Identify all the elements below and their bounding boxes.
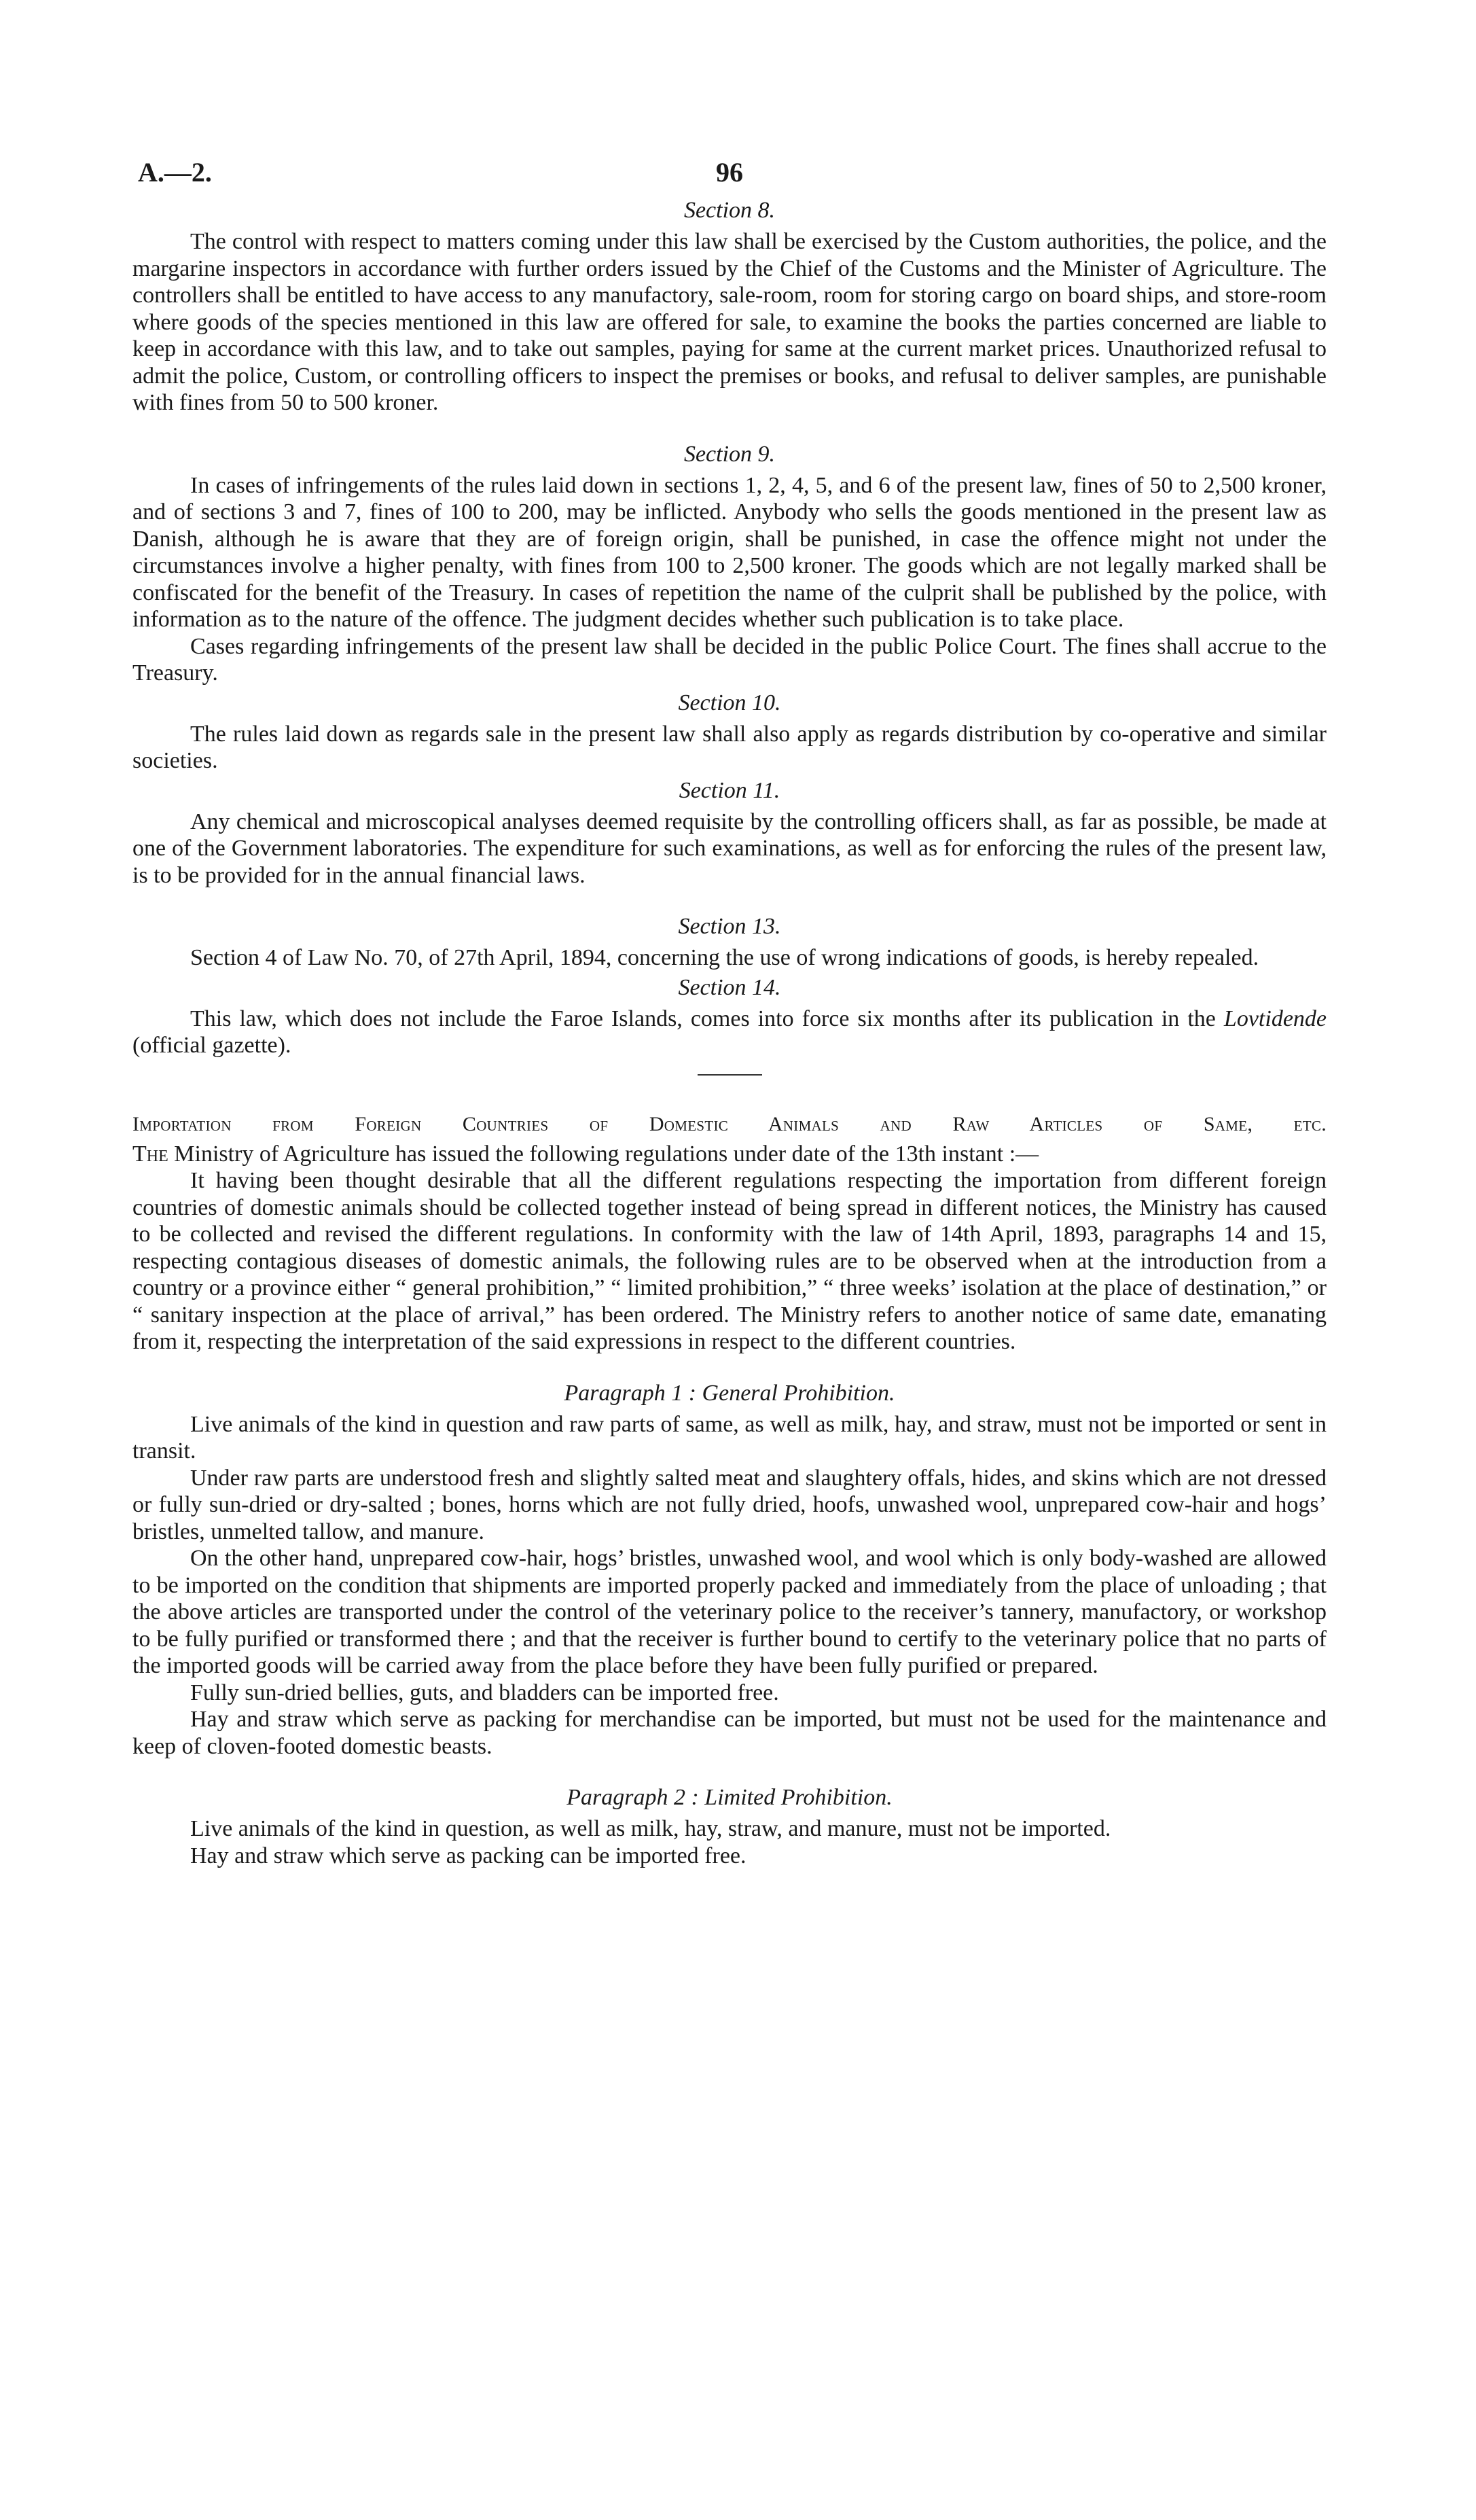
section-14-heading: Section 14.	[678, 974, 781, 1000]
page-number: 96	[716, 157, 743, 188]
running-head	[132, 156, 1327, 197]
paragraph-2-heading: Paragraph 2 : Limited Prohibition.	[566, 1785, 893, 1810]
section-11-heading: Section 11.	[679, 777, 780, 803]
section-8-heading: Section 8.	[683, 198, 776, 223]
paragraph-1-text: Under raw parts are understood fresh and slightly salted meat and slaughtery offals, hides, and skins which are not dressed or fully sun-dried or dry-salted ; bones, horns which are not fully dried, hoofs, unwashed wool, unprepared cow-hair and hogs’ bristles, unmelted tallow, and manure.	[132, 1465, 1327, 1544]
section-9-paragraph: Cases regarding infringements of the present law shall be decided in the public Police Court. The fines shall accrue to the Treasury.	[132, 633, 1327, 686]
section-14-text: This law, which does not include the Faroe Islands, comes into force six months after its publication in the	[190, 1006, 1224, 1031]
section-9-paragraph: In cases of infringements of the rules laid down in sections 1, 2, 4, 5, and 6 of the present law, fines of 50 to 2,500 kroner, and of sections 3 and 7, fines of 100 to 200, may be inflicted. Anybody who sells the goods mentioned in the present law as Danish, although he is aware that they are of foreign origin, shall be punished, in case the offence might not under the circumstances involve a higher penalty, with fines from 100 to 2,500 kroner. The goods which are not legally marked shall be confiscated for the benefit of the Treasury. In cases of repetition the name of the culprit shall be published by the police, with information as to the nature of the offence. The judgment decides whether such publication is to take place.	[132, 472, 1327, 632]
document-reference: A.—2.	[138, 157, 212, 188]
paragraph-1-text: Fully sun-dried bellies, guts, and bladders can be imported free.	[190, 1680, 779, 1705]
section-10-paragraph: The rules laid down as regards sale in the present law shall also apply as regards distribution by co-operative and similar societies.	[132, 721, 1327, 773]
section-13-heading: Section 13.	[678, 914, 781, 939]
article-intro-paragraph: It having been thought desirable that all the different regulations respecting the importation from different foreign countries of domestic animals should be collected together instead of being spread in different notices, the Ministry has caused to be collected and revised the different regulations. In conformity with the law of 14th April, 1893, paragraphs 14 and 15, respecting contagious diseases of domestic animals, the following rules are to be observed when at the introduction from a country or a province either “ general prohibition,” “ limited prohibition,” “ three weeks’ isolation at the place of destination,” or “ sanitary inspection at the place of arrival,” has been ordered. The Ministry refers to another notice of same date, emanating from it, respecting the interpretation of the said expressions in respect to the different countries.	[132, 1168, 1327, 1354]
paragraph-1-text: Live animals of the kind in question and raw parts of same, as well as milk, hay, and straw, must not be imported or sent in transit.	[132, 1411, 1327, 1463]
paragraph-2-text: Live animals of the kind in question, as well as milk, hay, straw, and manure, must not be imported.	[190, 1816, 1111, 1841]
gazette-name: Lovtidende	[1223, 1006, 1327, 1031]
paragraph-1-text: Hay and straw which serve as packing for merchandise can be imported, but must not be used for the maintenance and keep of cloven-footed domestic beasts.	[132, 1707, 1327, 1759]
article-lead-text: Ministry of Agriculture has issued the following regulations under date of the 13th instant :—	[168, 1141, 1039, 1167]
section-divider	[698, 1074, 762, 1076]
section-14-text-end: (official gazette).	[132, 1033, 291, 1058]
article-title: Importation from Foreign Countries of Domestic Animals and Raw Articles of Same, etc.	[132, 1112, 1327, 1135]
article-lead-paragraph	[132, 1141, 1327, 1168]
document-page	[132, 156, 1327, 1869]
paragraph-2-text: Hay and straw which serve as packing can be imported free.	[190, 1843, 746, 1868]
section-9-heading: Section 9.	[683, 441, 776, 467]
section-11-paragraph: Any chemical and microscopical analyses deemed requisite by the controlling officers shall, as far as possible, be made at one of the Government laboratories. The expenditure for such examinations, as well as for enforcing the rules of the present law, is to be provided for in the annual financial laws.	[132, 809, 1327, 888]
section-8-paragraph: The control with respect to matters coming under this law shall be exercised by the Custom authorities, the police, and the margarine inspectors in accordance with further orders issued by the Chief of the Customs and the Minister of Agriculture. The controllers shall be entitled to have access to any manufactory, sale-room, room for storing cargo on board ships, and store-room where goods of the species mentioned in this law are offered for sale, to examine the books the parties concerned are liable to keep in accordance with this law, and to take out samples, paying for same at the current market prices. Unauthorized refusal to admit the police, Custom, or controlling officers to inspect the premises or books, and refusal to deliver samples, are punishable with fines from 50 to 500 kroner.	[132, 229, 1327, 415]
article-lead-word: The	[132, 1141, 168, 1167]
section-14-paragraph	[132, 1006, 1327, 1059]
paragraph-1-text: On the other hand, unprepared cow-hair, hogs’ bristles, unwashed wool, and wool which is only body-washed are allowed to be imported on the condition that shipments are imported properly packed and immediately from the place of unloading ; that the above articles are transported under the control of the veterinary police to the receiver’s tannery, manufactory, or workshop to be fully purified or transformed there ; and that the receiver is further bound to certify to the veterinary police that no parts of the imported goods will be carried away from the place before they have been fully purified or prepared.	[132, 1546, 1327, 1678]
paragraph-1-heading: Paragraph 1 : General Prohibition.	[564, 1380, 895, 1406]
section-10-heading: Section 10.	[678, 690, 781, 715]
section-13-paragraph: Section 4 of Law No. 70, of 27th April, 1894, concerning the use of wrong indications of goods, is hereby repealed.	[190, 945, 1259, 970]
